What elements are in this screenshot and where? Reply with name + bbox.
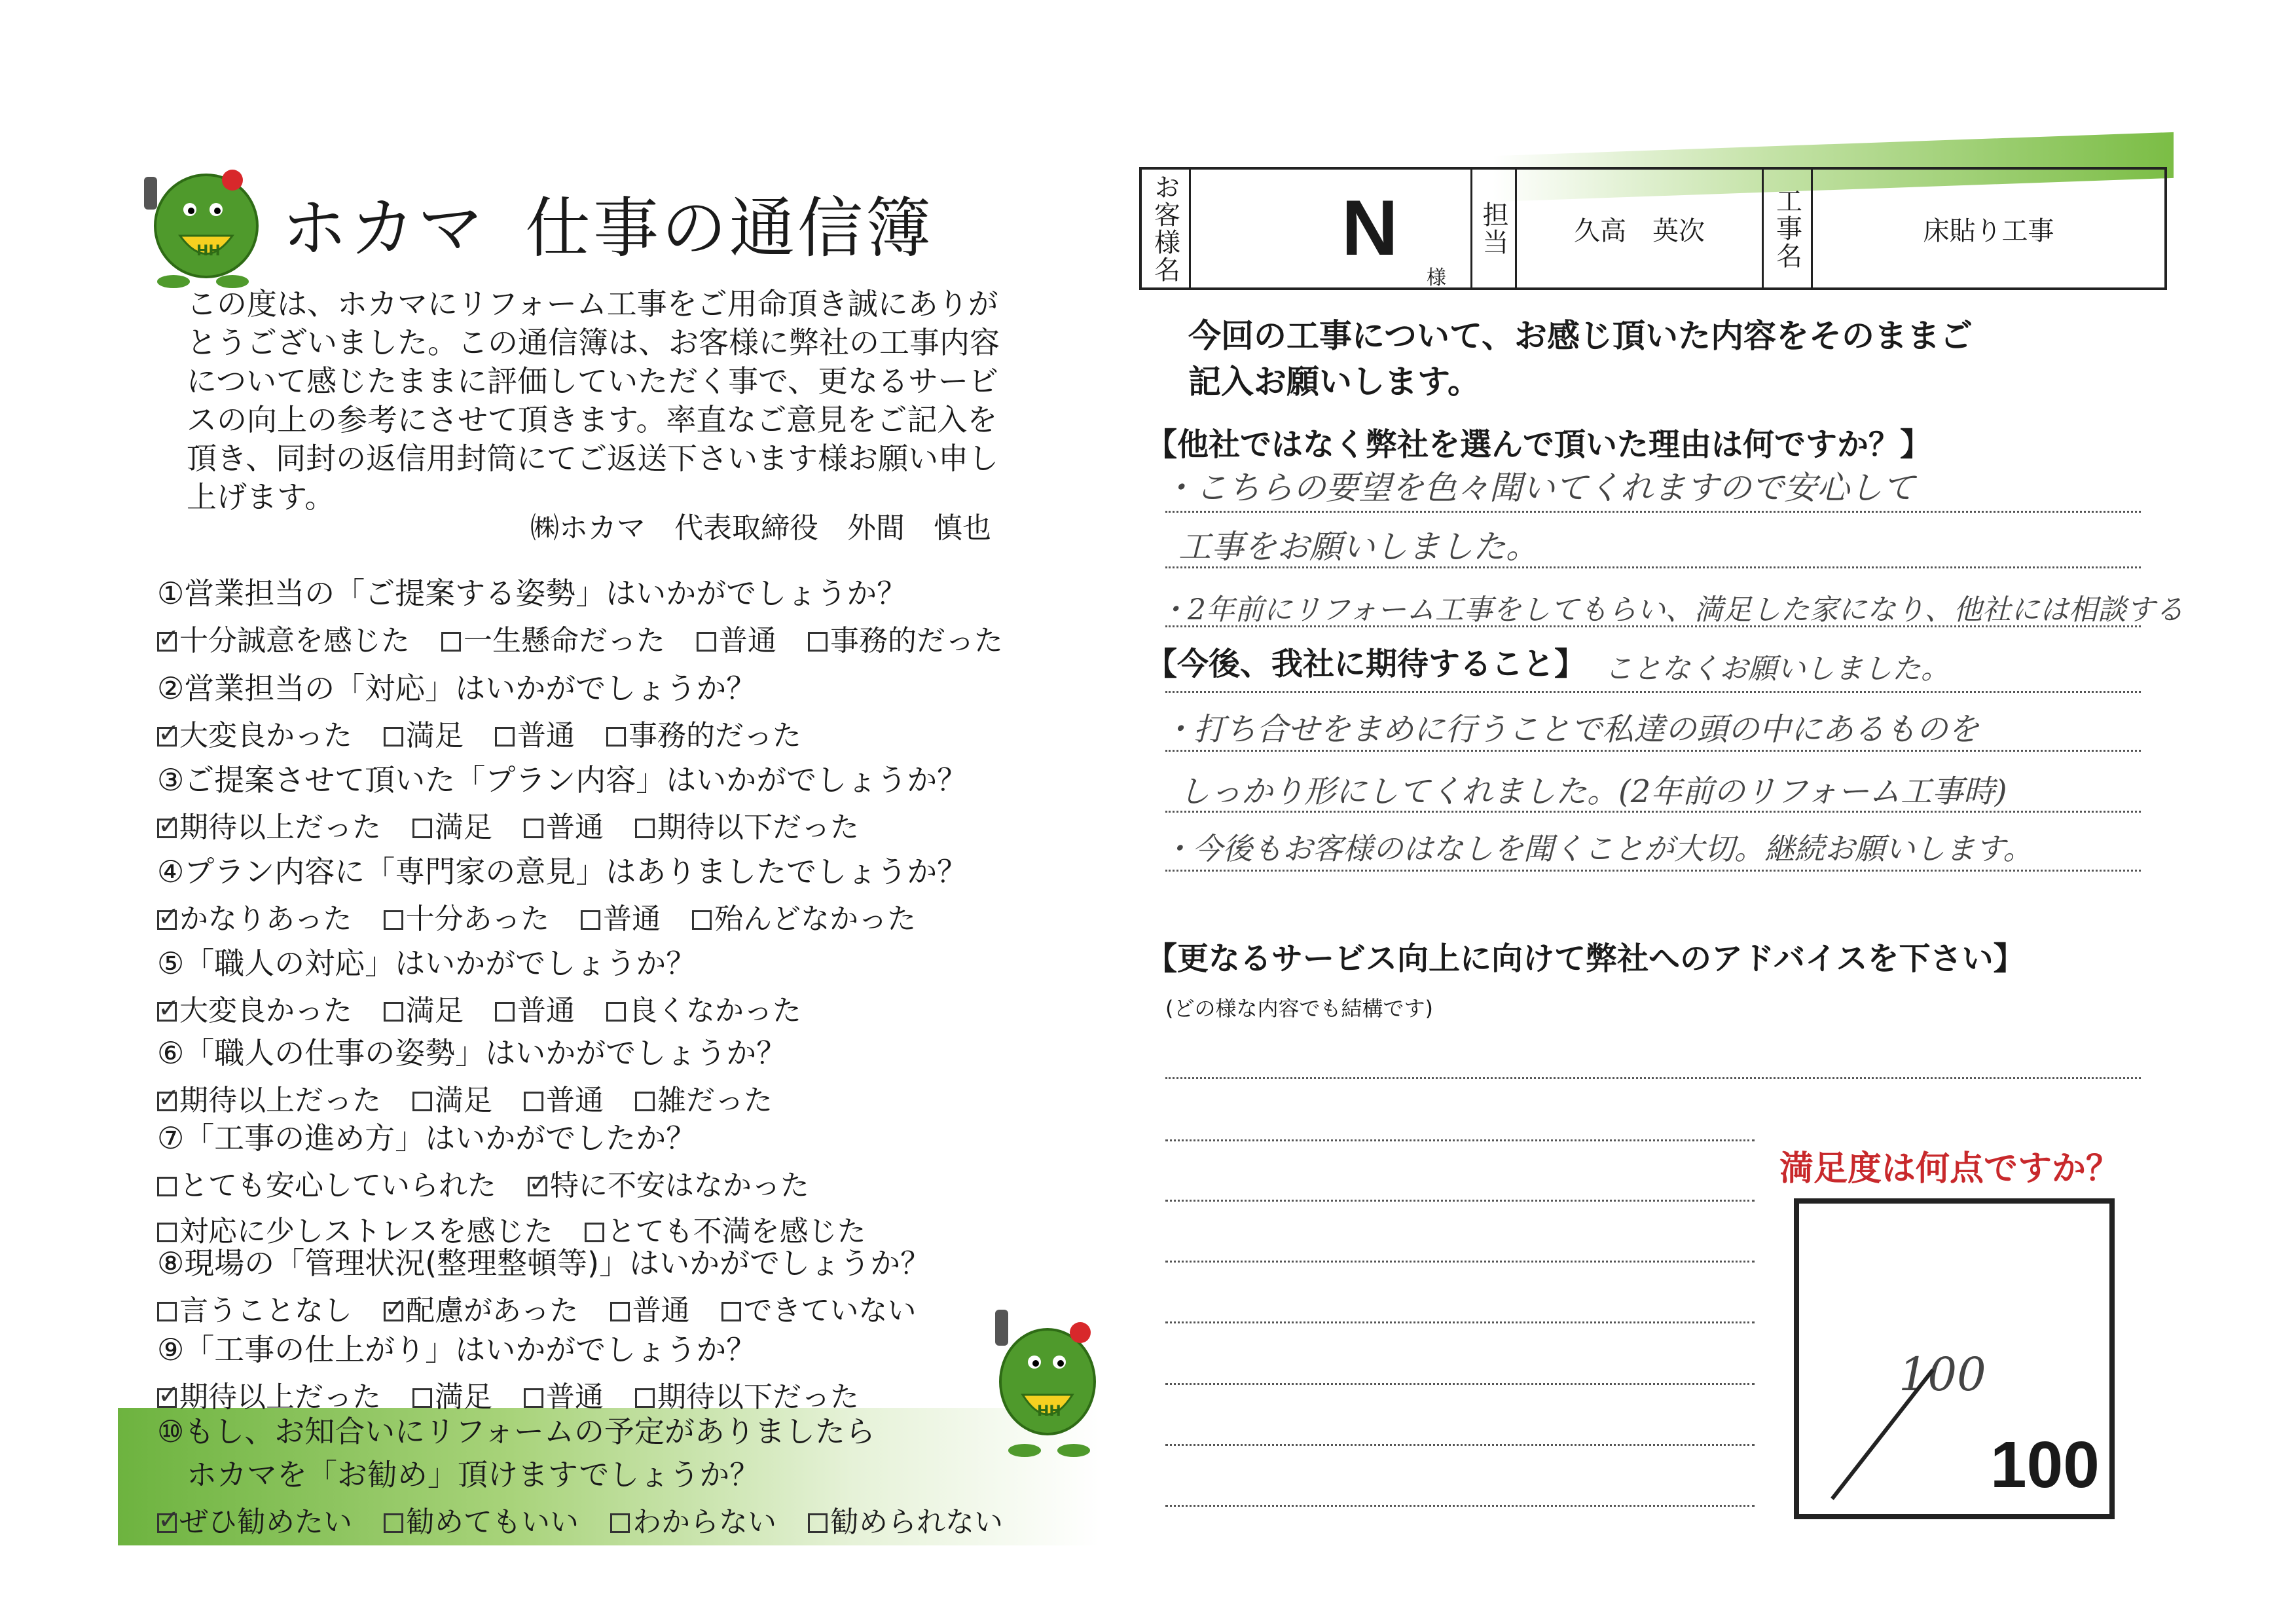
question-10 bbox=[157, 1408, 1025, 1540]
question-8 bbox=[157, 1240, 939, 1329]
option[interactable]: ✓かなりあった bbox=[157, 895, 352, 937]
dotted-line bbox=[1165, 625, 2141, 627]
question-label: ⑤「職人の対応」はいかがでしょうか？ bbox=[157, 946, 697, 981]
option[interactable]: ✓期待以上だった bbox=[157, 803, 381, 845]
customer-honorific: 様 bbox=[1427, 267, 1446, 289]
checkbox-checked[interactable] bbox=[528, 1177, 547, 1196]
checkbox[interactable] bbox=[808, 632, 828, 652]
staff-label: 担当 bbox=[1478, 201, 1508, 256]
option-group bbox=[157, 617, 1025, 659]
checkbox-checked[interactable] bbox=[157, 632, 177, 652]
question-3 bbox=[157, 756, 967, 845]
checkbox[interactable] bbox=[606, 727, 626, 747]
checkbox[interactable] bbox=[606, 1002, 626, 1022]
score-value: 100 bbox=[1899, 1348, 1986, 1401]
dotted-line bbox=[1165, 1383, 1755, 1385]
checkbox[interactable] bbox=[581, 910, 600, 930]
option[interactable]: 事務的だった bbox=[606, 712, 801, 754]
dotted-line bbox=[1165, 1444, 1755, 1446]
question-label: ③ご提案させて頂いた「プラン内容」はいかがでしょうか？ bbox=[157, 762, 968, 798]
mascot-logo bbox=[134, 157, 278, 288]
option-group bbox=[157, 1162, 888, 1204]
option[interactable]: わからない bbox=[610, 1498, 776, 1540]
question-label: ⑩もし、お知合いにリフォームの予定がありましたら bbox=[157, 1414, 875, 1449]
question-label: ⑥「職人の仕事の姿勢」はいかがでしょうか？ bbox=[157, 1035, 787, 1071]
option[interactable]: 満足 bbox=[412, 1373, 492, 1415]
option[interactable]: ✓ 配慮があった bbox=[384, 1287, 579, 1329]
checkbox[interactable] bbox=[697, 632, 716, 652]
staff-label-cell bbox=[1472, 170, 1517, 287]
option[interactable]: とても不満を感じた bbox=[585, 1208, 866, 1249]
staff-name-cell bbox=[1517, 170, 1764, 287]
question-9 bbox=[157, 1326, 881, 1415]
dotted-line bbox=[1165, 691, 2141, 693]
mascot-waving bbox=[982, 1303, 1113, 1460]
dotted-line bbox=[1165, 1261, 1755, 1263]
dotted-line bbox=[1165, 1139, 1755, 1141]
intro-line: 頂き、同封の返信用封筒にてご返送下さいます様お願い申し bbox=[187, 441, 999, 476]
question-1 bbox=[157, 570, 1025, 659]
option[interactable]: 良くなかった bbox=[606, 987, 801, 1029]
option[interactable]: ✓期待以上だった bbox=[157, 1077, 381, 1118]
option[interactable]: 勧めてもいい bbox=[384, 1498, 579, 1540]
checkbox[interactable] bbox=[524, 1388, 543, 1408]
dotted-line bbox=[1165, 870, 2141, 872]
checkbox-checked[interactable] bbox=[157, 1092, 177, 1111]
option[interactable]: 普通 bbox=[610, 1287, 690, 1329]
question-label-cont: ホカマを「お勧め」頂けますでしょうか？ bbox=[187, 1457, 760, 1492]
customer-label: お客様名 bbox=[1150, 174, 1180, 284]
option[interactable]: 満足 bbox=[384, 712, 464, 754]
option[interactable]: ✓ぜひ勧めたい bbox=[157, 1498, 352, 1540]
expect-heading: 【今後、我社に期待すること】 bbox=[1146, 646, 1586, 682]
staff-name: 久高 英次 bbox=[1574, 215, 1705, 246]
brand-title: 仕事の通信簿 bbox=[525, 190, 934, 267]
option-group bbox=[157, 1498, 1025, 1540]
option[interactable]: ✓ 特に不安はなかった bbox=[528, 1162, 809, 1204]
checkbox-checked[interactable] bbox=[157, 1513, 177, 1533]
option-group bbox=[157, 895, 967, 937]
expect-line: ・打ち合せをまめに行うことで私達の頭の中にあるものを bbox=[1162, 711, 1980, 748]
work-label: 工事名 bbox=[1772, 187, 1802, 270]
dotted-line bbox=[1165, 1077, 2141, 1079]
reason-line: ・2年前にリフォーム工事をしてもらい、満足した家になり、他社には相談する bbox=[1159, 593, 2184, 627]
option[interactable]: 普通 bbox=[697, 617, 776, 659]
work-name-cell bbox=[1813, 170, 2164, 287]
option[interactable]: 満足 bbox=[384, 987, 464, 1029]
option[interactable]: 対応に少しストレスを感じた bbox=[157, 1208, 553, 1249]
question-2 bbox=[157, 665, 824, 754]
option-group bbox=[157, 1077, 795, 1118]
svg-text:HH: HH bbox=[1037, 1403, 1061, 1420]
checkbox[interactable] bbox=[384, 1513, 403, 1533]
option[interactable]: 雑だった bbox=[635, 1077, 773, 1118]
expect-line: ・今後もお客様のはなしを聞くことが大切。継続お願いします。 bbox=[1162, 831, 2033, 866]
option-group bbox=[157, 1287, 939, 1329]
checkbox[interactable] bbox=[157, 1302, 177, 1321]
question-6 bbox=[157, 1029, 795, 1118]
option-group bbox=[157, 987, 824, 1029]
checkbox[interactable] bbox=[692, 910, 712, 930]
score-title: 満足度は何点ですか？ bbox=[1779, 1149, 2121, 1189]
question-label: ⑦「工事の進め方」はいかがでしたか？ bbox=[157, 1120, 697, 1156]
reason-line: ・こちらの要望を色々聞いてくれますので安心して bbox=[1162, 469, 1915, 507]
svg-text:HH: HH bbox=[196, 243, 221, 259]
dotted-line bbox=[1165, 1505, 1755, 1507]
dotted-line bbox=[1165, 1321, 1755, 1323]
checkbox[interactable] bbox=[635, 1092, 655, 1111]
brand-company: ホカマ bbox=[282, 190, 486, 267]
checkbox[interactable] bbox=[495, 1002, 515, 1022]
checkbox-checked[interactable] bbox=[157, 819, 177, 838]
option[interactable]: ✓十分誠意を感じた bbox=[157, 617, 410, 659]
checkbox[interactable] bbox=[384, 1002, 403, 1022]
customer-name: N bbox=[1341, 184, 1398, 272]
checkbox[interactable] bbox=[441, 632, 461, 652]
checkbox[interactable] bbox=[412, 1092, 432, 1111]
option[interactable]: 期待以下だった bbox=[635, 803, 859, 845]
option[interactable]: 普通 bbox=[524, 803, 604, 845]
dotted-line bbox=[1165, 566, 2141, 568]
reason-line: ことなくお願いしました。 bbox=[1604, 652, 1950, 686]
intro-text bbox=[187, 285, 1038, 517]
option[interactable]: 十分あった bbox=[384, 895, 550, 937]
intro-line: この度は、ホカマにリフォーム工事をご用命頂き誠にありが bbox=[187, 286, 998, 322]
option[interactable]: できていない bbox=[721, 1287, 917, 1329]
page-title bbox=[282, 175, 973, 270]
option[interactable]: 満足 bbox=[412, 803, 492, 845]
checkbox-checked[interactable] bbox=[384, 1302, 403, 1321]
option[interactable]: 事務的だった bbox=[808, 617, 1003, 659]
reason-line: 工事をお願いしました。 bbox=[1178, 528, 1539, 566]
advice-note: (どの様な内容でも結構です) bbox=[1165, 996, 1433, 1021]
customer-name-cell bbox=[1191, 170, 1472, 287]
request-line: 今回の工事について、お感じ頂いた内容をそのままご bbox=[1188, 317, 1973, 355]
customer-label-cell bbox=[1142, 170, 1191, 287]
option[interactable]: とても安心していられた bbox=[157, 1162, 496, 1204]
work-name: 床貼り工事 bbox=[1923, 215, 2054, 246]
option[interactable]: 満足 bbox=[412, 1077, 492, 1118]
option[interactable]: 期待以下だった bbox=[635, 1373, 859, 1415]
score-max: 100 bbox=[1990, 1428, 2100, 1502]
option-group bbox=[157, 803, 967, 845]
dotted-line bbox=[1165, 811, 2141, 813]
request-line: 記入お願いします。 bbox=[1188, 363, 1480, 401]
dotted-line bbox=[1165, 511, 2141, 513]
option[interactable]: 普通 bbox=[495, 987, 575, 1029]
dotted-line bbox=[1165, 750, 2141, 752]
checkbox[interactable] bbox=[412, 819, 432, 838]
option[interactable]: 普通 bbox=[581, 895, 661, 937]
option[interactable]: 一生懸命だった bbox=[441, 617, 665, 659]
option[interactable]: ✓大変良かった bbox=[157, 712, 352, 754]
option[interactable]: 普通 bbox=[495, 712, 575, 754]
intro-line: 上げます。 bbox=[187, 479, 335, 515]
work-label-cell bbox=[1764, 170, 1813, 287]
question-4 bbox=[157, 848, 967, 937]
checkbox[interactable] bbox=[384, 727, 403, 747]
option[interactable]: ✓大変良かった bbox=[157, 987, 352, 1029]
dotted-line bbox=[1165, 1200, 1755, 1202]
option[interactable]: 普通 bbox=[524, 1373, 604, 1415]
checkbox[interactable] bbox=[524, 1092, 543, 1111]
intro-line: とうございました。この通信簿は、お客様に弊社の工事内容 bbox=[187, 325, 1000, 360]
question-label: ②営業担当の「対応」はいかがでしょうか？ bbox=[157, 671, 757, 706]
checkbox[interactable] bbox=[610, 1513, 630, 1533]
intro-line: スの向上の参考にさせて頂きます。率直なご意見をご記入を bbox=[187, 402, 998, 437]
option[interactable]: ✓期待以上だった bbox=[157, 1373, 381, 1415]
question-label: ④プラン内容に「専門家の意見」はありましたでしょうか？ bbox=[157, 854, 968, 889]
customer-info-table bbox=[1139, 167, 2167, 290]
checkbox-checked[interactable] bbox=[157, 1002, 177, 1022]
intro-line: について感じたままに評価していただく事で、更なるサービ bbox=[187, 363, 999, 399]
checkbox[interactable] bbox=[524, 819, 543, 838]
signature: ㈱ホカマ 代表取締役 外間 慎也 bbox=[530, 511, 991, 545]
checkbox[interactable] bbox=[495, 727, 515, 747]
option[interactable]: 勧められない bbox=[808, 1498, 1003, 1540]
request-text bbox=[1188, 313, 1973, 405]
question-label: ⑨「工事の仕上がり」はいかがでしょうか？ bbox=[157, 1332, 757, 1367]
question-label: ①営業担当の「ご提案する姿勢」はいかがでしょうか？ bbox=[157, 576, 907, 611]
checkbox-checked[interactable] bbox=[157, 910, 177, 930]
checkbox[interactable] bbox=[157, 1177, 177, 1196]
checkbox[interactable] bbox=[635, 819, 655, 838]
question-label: ⑧現場の「管理状況(整理整頓等)」はいかがでしょうか？ bbox=[157, 1246, 931, 1281]
option[interactable]: 普通 bbox=[524, 1077, 604, 1118]
reason-heading: 【他社ではなく弊社を選んで頂いた理由は何ですか？】 bbox=[1146, 426, 1932, 463]
checkbox-checked[interactable] bbox=[157, 1388, 177, 1408]
checkbox[interactable] bbox=[635, 1388, 655, 1408]
checkbox[interactable] bbox=[412, 1388, 432, 1408]
checkbox[interactable] bbox=[610, 1302, 630, 1321]
checkbox-checked[interactable] bbox=[157, 727, 177, 747]
expect-line: しっかり形にしてくれました。(2年前のリフォーム工事時) bbox=[1178, 773, 2007, 810]
question-5 bbox=[157, 940, 824, 1029]
checkbox[interactable] bbox=[808, 1513, 828, 1533]
option[interactable]: 殆んどなかった bbox=[692, 895, 916, 937]
checkbox[interactable] bbox=[384, 910, 403, 930]
option-group bbox=[157, 712, 824, 754]
checkbox[interactable] bbox=[721, 1302, 741, 1321]
option[interactable]: 言うことなし bbox=[157, 1287, 352, 1329]
question-7 bbox=[157, 1115, 888, 1249]
advice-heading: 【更なるサービス向上に向けて弊社へのアドバイスを下さい】 bbox=[1146, 940, 2025, 977]
